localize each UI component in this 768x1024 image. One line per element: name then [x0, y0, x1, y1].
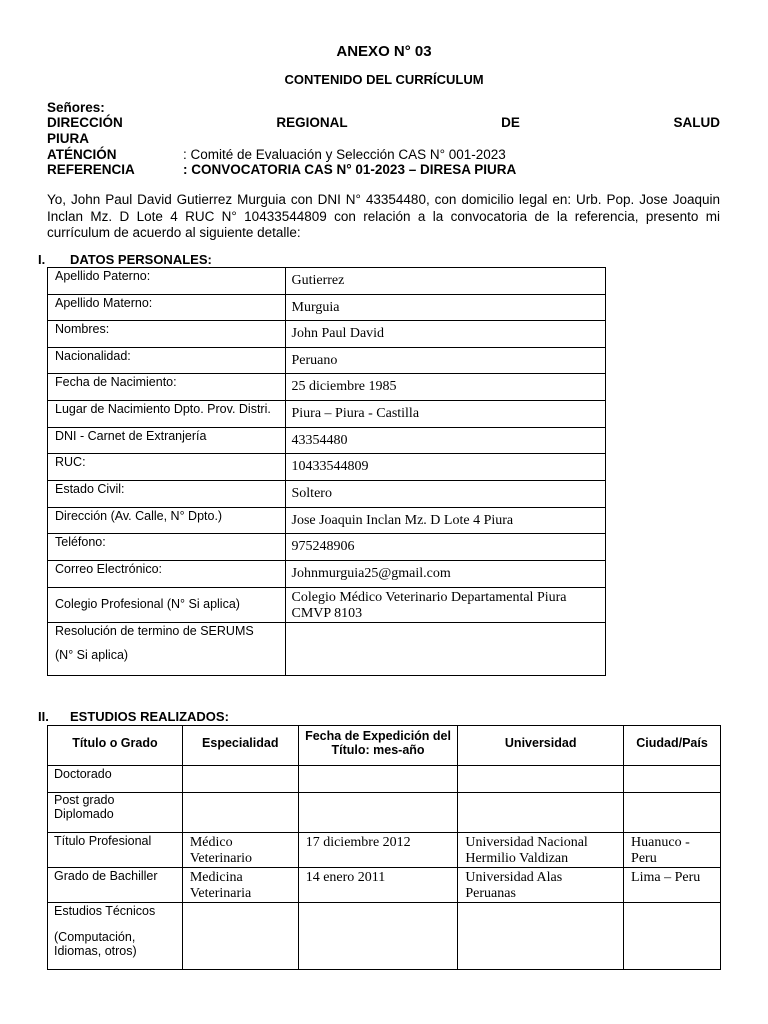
section2-number: II. [38, 709, 49, 724]
specialty-line: Médico [189, 835, 233, 850]
table-row [48, 508, 606, 534]
table-row [48, 588, 606, 623]
city-cell: Lima – Peru [624, 868, 721, 903]
field-value: Piura – Piura - Castilla [285, 401, 606, 428]
specialty-cell [182, 833, 298, 868]
document-subtitle: CONTENIDO DEL CURRÍCULUM [284, 72, 484, 87]
degree-cell [48, 903, 183, 970]
degree-note-line: (Computación, [54, 930, 136, 944]
field-label-line: Resolución de termino de SERUMS [55, 624, 254, 638]
field-value [285, 588, 606, 623]
field-label: RUC: [48, 454, 286, 481]
column-header: Universidad [458, 726, 624, 766]
degree-cell: Grado de Bachiller [48, 868, 183, 903]
section1-title: DATOS PERSONALES: [70, 252, 212, 267]
attention-label: ATÉNCIÓN [47, 147, 117, 162]
reference-label: REFERENCIA [47, 162, 135, 177]
field-label [48, 623, 286, 676]
field-value: John Paul David [285, 321, 606, 348]
org-word: DE [501, 115, 520, 130]
specialty-line: Veterinaria [189, 886, 252, 901]
university-cell [458, 766, 624, 793]
table-header-row [48, 726, 721, 766]
field-label: Lugar de Nacimiento Dpto. Prov. Distri. [48, 401, 286, 428]
table-row [48, 903, 721, 970]
table-row [48, 268, 606, 295]
table-row [48, 321, 606, 348]
field-label: Apellido Materno: [48, 295, 286, 321]
field-value: Soltero [285, 481, 606, 508]
field-value: Murguia [285, 295, 606, 321]
table-row [48, 348, 606, 374]
field-label: Teléfono: [48, 534, 286, 561]
degree-line: Diplomado [54, 807, 114, 821]
table-row [48, 766, 721, 793]
date-cell: 14 enero 2011 [298, 868, 458, 903]
specialty-cell [182, 793, 298, 833]
addressee-organization-line2: PIURA [47, 131, 90, 146]
field-value: Gutierrez [285, 268, 606, 295]
city-cell [624, 903, 721, 970]
section2-title: ESTUDIOS REALIZADOS: [70, 709, 229, 724]
city-cell [624, 793, 721, 833]
field-label: Dirección (Av. Calle, N° Dpto.) [48, 508, 286, 534]
field-label: Apellido Paterno: [48, 268, 286, 295]
column-header: Título o Grado [48, 726, 183, 766]
field-value [285, 623, 606, 676]
field-value: Johnmurguia25@gmail.com [285, 561, 606, 588]
university-line: Peruanas [465, 886, 516, 901]
org-word: REGIONAL [276, 115, 348, 130]
date-cell: 17 diciembre 2012 [298, 833, 458, 868]
intro-paragraph: Yo, John Paul David Gutierrez Murguia con DNI N° 43354480, con domicilio legal en: Urb. Pop. Jose Joaquin Inclan Mz. D Lote 4 RUC N° 10433544809 con relación a la convocatoria de la referencia, presento mi currículum de acuerdo al siguiente detalle: [47, 192, 720, 240]
org-word: SALUD [673, 115, 720, 130]
field-label: Colegio Profesional (N° Si aplica) [48, 588, 286, 623]
degree-cell [48, 793, 183, 833]
addressee-organization [47, 115, 720, 130]
attention-value: : Comité de Evaluación y Selección CAS N° 001-2023 [183, 147, 506, 162]
university-cell [458, 868, 624, 903]
field-label: Nacionalidad: [48, 348, 286, 374]
degree-line: Estudios Técnicos [54, 904, 156, 918]
degree-line: Post grado [54, 793, 115, 807]
date-cell [298, 766, 458, 793]
field-value: 975248906 [285, 534, 606, 561]
org-word: DIRECCIÓN [47, 115, 123, 130]
degree-cell: Doctorado [48, 766, 183, 793]
table-row [48, 401, 606, 428]
date-cell [298, 903, 458, 970]
university-cell [458, 833, 624, 868]
degree-note-line: Idiomas, otros) [54, 944, 137, 958]
table-row [48, 868, 721, 903]
university-line: Universidad Nacional [465, 835, 588, 850]
city-cell [624, 766, 721, 793]
studies-table [47, 725, 721, 970]
city-cell [624, 833, 721, 868]
field-value: 43354480 [285, 428, 606, 454]
column-header: Especialidad [182, 726, 298, 766]
specialty-line: Medicina [189, 870, 243, 885]
reference-value: : CONVOCATORIA CAS N° 01-2023 – DIRESA PIURA [183, 162, 517, 177]
table-row [48, 623, 606, 676]
table-row [48, 428, 606, 454]
column-header: Ciudad/País [624, 726, 721, 766]
city-line: Huanuco - [631, 835, 690, 850]
field-label: DNI - Carnet de Extranjería [48, 428, 286, 454]
date-cell [298, 793, 458, 833]
document-title: ANEXO N° 03 [336, 43, 432, 60]
specialty-cell [182, 903, 298, 970]
university-line: Universidad Alas [465, 870, 563, 885]
university-line: Hermilio Valdizan [465, 851, 569, 866]
column-header: Fecha de Expedición del Título: mes-año [298, 726, 458, 766]
field-value: 10433544809 [285, 454, 606, 481]
section1-number: I. [38, 252, 46, 267]
table-row [48, 561, 606, 588]
specialty-line: Veterinario [189, 851, 253, 866]
table-row [48, 481, 606, 508]
field-label: Nombres: [48, 321, 286, 348]
degree-cell: Título Profesional [48, 833, 183, 868]
table-row [48, 833, 721, 868]
field-label: Fecha de Nacimiento: [48, 374, 286, 401]
field-value: Jose Joaquin Inclan Mz. D Lote 4 Piura [285, 508, 606, 534]
table-row [48, 374, 606, 401]
field-value-line: CMVP 8103 [291, 606, 363, 621]
university-cell [458, 903, 624, 970]
specialty-cell [182, 766, 298, 793]
field-label: Correo Electrónico: [48, 561, 286, 588]
personal-data-table [47, 267, 606, 676]
field-value: 25 diciembre 1985 [285, 374, 606, 401]
salutation: Señores: [47, 100, 105, 115]
field-label-line: (N° Si aplica) [55, 648, 129, 662]
specialty-cell [182, 868, 298, 903]
table-row [48, 793, 721, 833]
university-cell [458, 793, 624, 833]
table-row [48, 534, 606, 561]
field-label: Estado Civil: [48, 481, 286, 508]
city-line: Peru [631, 851, 657, 866]
field-value-line: Colegio Médico Veterinario Departamental Piura [291, 590, 567, 605]
table-row [48, 454, 606, 481]
table-row [48, 295, 606, 321]
field-value: Peruano [285, 348, 606, 374]
